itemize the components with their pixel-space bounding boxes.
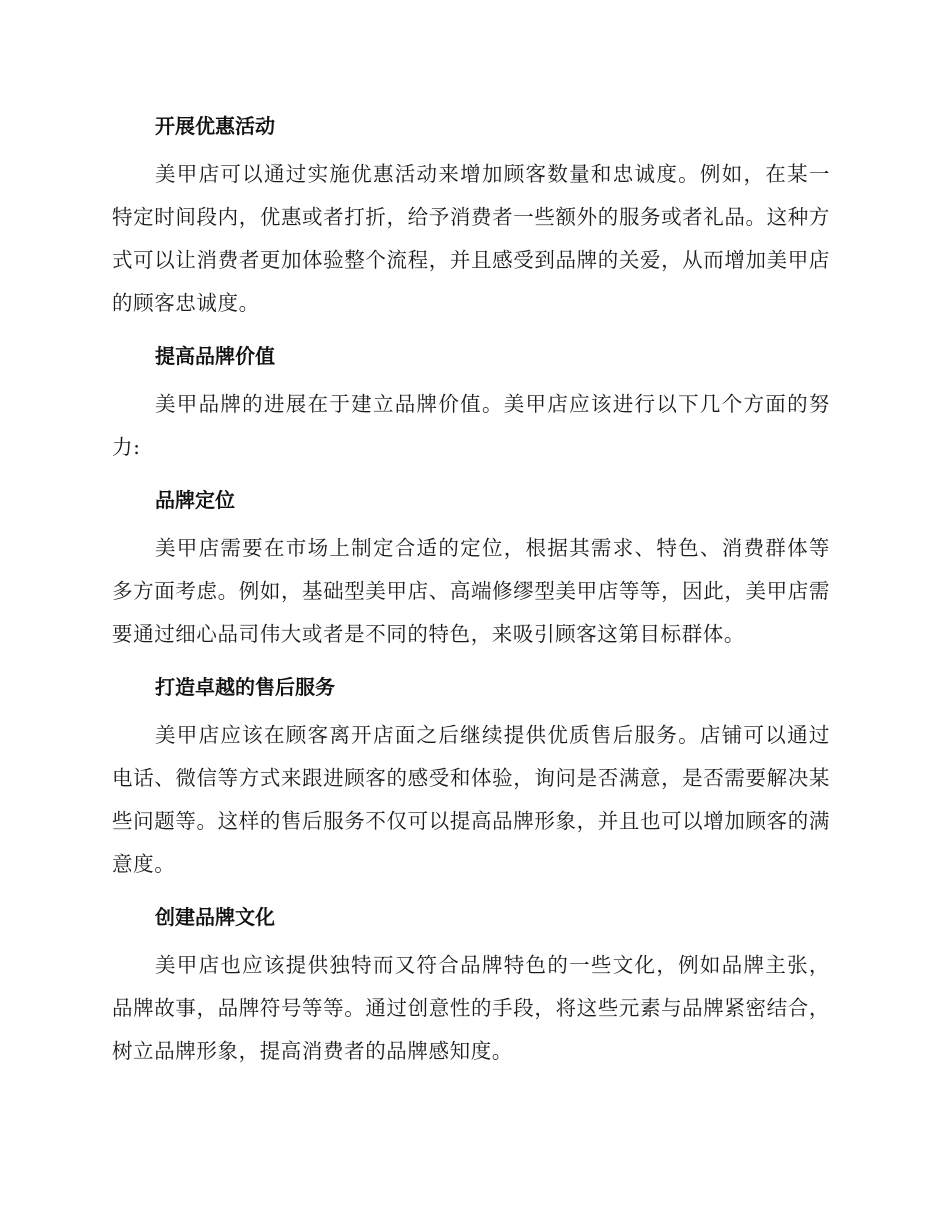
- document-page: [112, 103, 830, 1081]
- section-heading: 创建品牌文化: [155, 905, 275, 929]
- section-after-sales: [112, 664, 830, 886]
- section-brand-value: [112, 333, 830, 469]
- section-brand-culture: [112, 894, 830, 1073]
- section-paragraph: 美甲店也应该提供独特而又符合品牌特色的一些文化，例如品牌主张，品牌故事，品牌符号等等。通过创意性的手段，将这些元素与品牌紧密结合，树立品牌形象，提高消费者的品牌感知度。: [112, 953, 830, 1063]
- section-paragraph: 美甲店可以通过实施优惠活动来增加顾客数量和忠诚度。例如，在某一特定时间段内，优惠或者打折，给予消费者一些额外的服务或者礼品。这种方式可以让消费者更加体验整个流程，并且感受到品牌的关爱，从而增加美甲店的顾客忠诚度。: [112, 162, 830, 315]
- section-paragraph: 美甲店应该在顾客离开店面之后继续提供优质售后服务。店铺可以通过电话、微信等方式来跟进顾客的感受和体验，询问是否满意，是否需要解决某些问题等。这样的售后服务不仅可以提高品牌形象，并且也可以增加顾客的满意度。: [112, 723, 830, 876]
- section-heading: 打造卓越的售后服务: [155, 675, 335, 699]
- section-brand-positioning: [112, 477, 830, 656]
- section-heading: 开展优惠活动: [155, 114, 275, 138]
- section-promotions: [112, 103, 830, 325]
- section-heading: 提高品牌价值: [155, 344, 275, 368]
- section-paragraph: 美甲品牌的进展在于建立品牌价值。美甲店应该进行以下几个方面的努力:: [112, 392, 830, 459]
- section-paragraph: 美甲店需要在市场上制定合适的定位，根据其需求、特色、消费群体等多方面考虑。例如，基础型美甲店、高端修缪型美甲店等等，因此，美甲店需要通过细心品司伟大或者是不同的特色，来吸引顾客这第目标群体。: [112, 536, 830, 646]
- section-heading: 品牌定位: [155, 488, 235, 512]
